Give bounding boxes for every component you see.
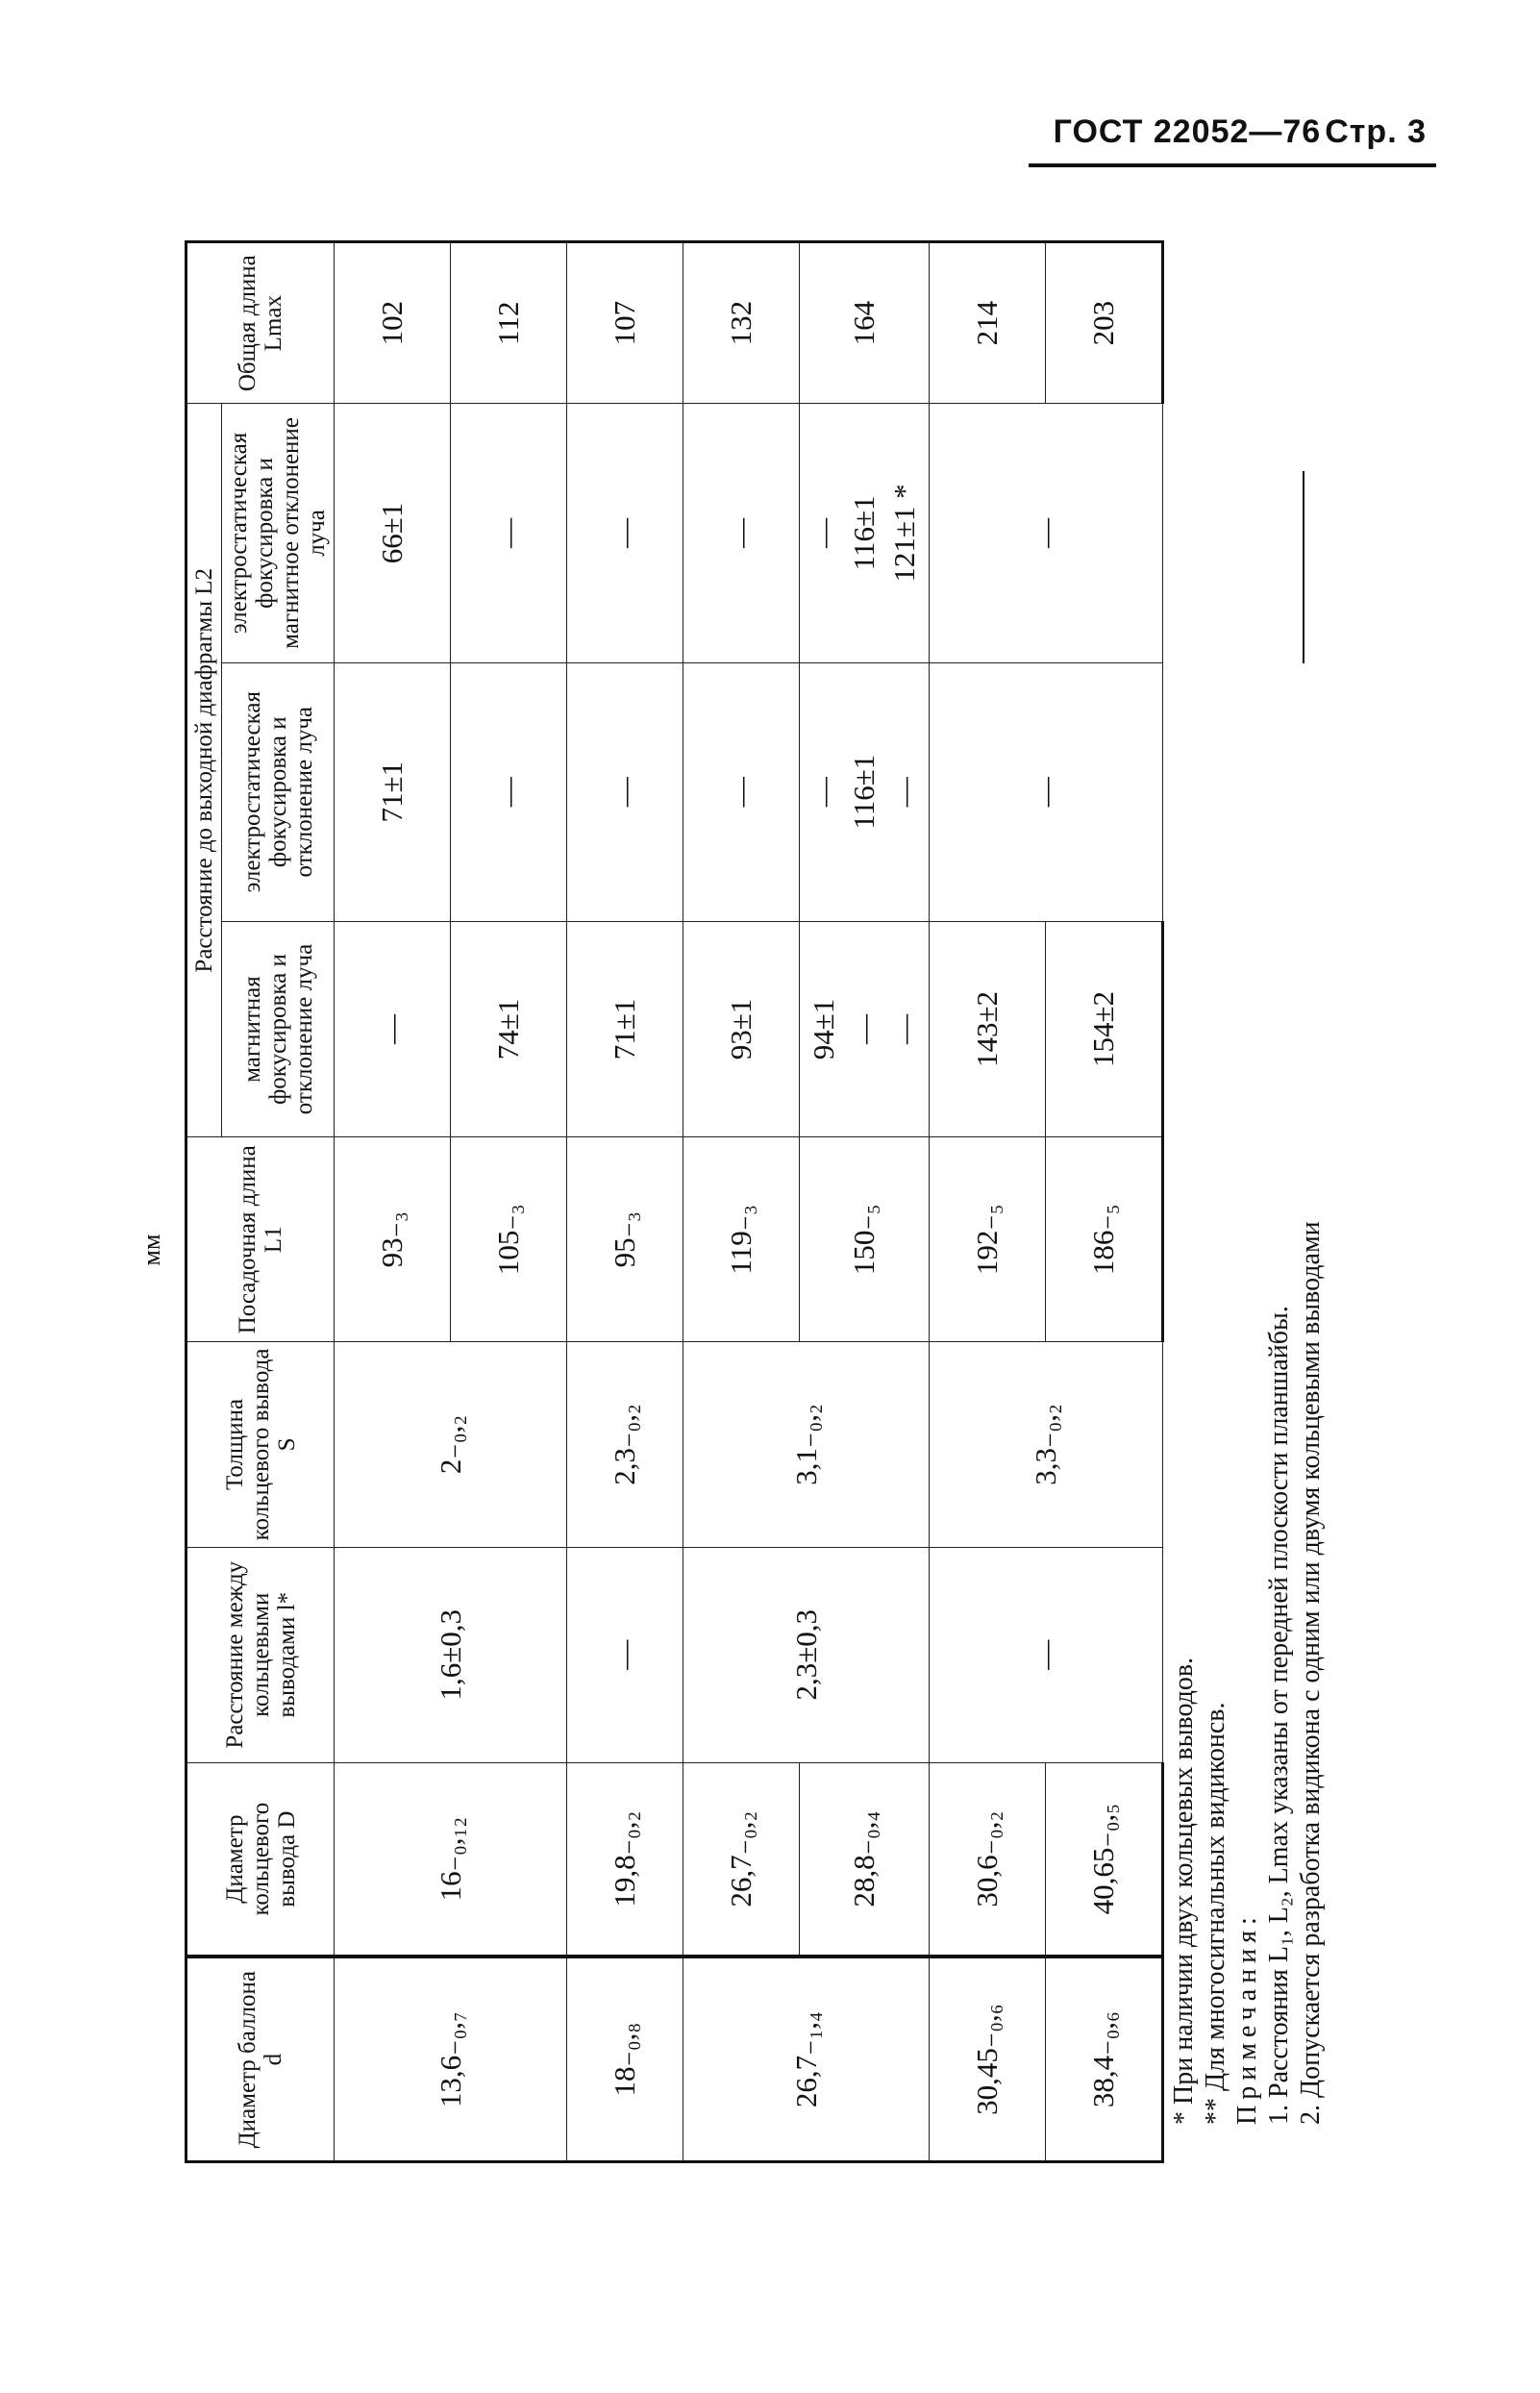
cell-L2-electrostatic-magnetic: —: [451, 404, 567, 662]
table-row: [567, 242, 683, 2162]
dimensions-table: [185, 240, 1164, 2163]
value-line: —: [807, 777, 840, 808]
footnote-2: ** Для многосигнальных видиконсв.: [1201, 1702, 1230, 2125]
cell-S: 2₋₀,₂: [335, 1342, 567, 1547]
value-line: —: [807, 517, 840, 548]
col-header-L2-magnetic: магнитная фокусировка и отклонение луча: [222, 921, 335, 1136]
table-row: [335, 242, 451, 2162]
cell-L2-electrostatic: —: [930, 662, 1163, 921]
col-header-L2-electrostatic-magnetic: электростатическая фокусировка и магнитное отклонение луча: [222, 404, 335, 662]
cell-L1: 186₋₅: [1046, 1137, 1163, 1342]
value-line: 94±1: [807, 998, 840, 1060]
cell-l: 2,3±0,3: [683, 1547, 930, 1762]
col-header-S: Толщина кольцевого вывода S: [186, 1342, 335, 1547]
col-header-L2-electrostatic: электростатическая фокусировка и отклонение луча: [222, 662, 335, 921]
cell-d: 26,7₋₁,₄: [683, 1957, 930, 2161]
cell-Lmax: 102: [335, 242, 451, 404]
cell-d: 13,6₋₀,₇: [335, 1957, 567, 2161]
cell-L1: 105₋₃: [451, 1137, 567, 1342]
cell-L2-magnetic: 93±1: [683, 921, 800, 1136]
cell-L2-electrostatic: [800, 662, 930, 921]
cell-L2-magnetic: 74±1: [451, 921, 567, 1136]
table-row: [683, 242, 800, 2162]
cell-l: —: [567, 1547, 683, 1762]
footnote-1: * При наличии двух кольцевых выводов.: [1169, 1657, 1199, 2125]
col-header-D: Диаметр кольцевого вывода D: [186, 1762, 335, 1957]
cell-L2-magnetic: 71±1: [567, 921, 683, 1136]
value-line: —: [887, 777, 921, 808]
cell-L1: 192₋₅: [930, 1137, 1046, 1342]
cell-d: 38,4₋₀,₆: [1046, 1957, 1163, 2161]
table-row: [800, 242, 930, 2162]
cell-S: 3,1₋₀,₂: [683, 1342, 930, 1547]
value-line: 116±1: [847, 754, 881, 830]
cell-L2-magnetic: 143±2: [930, 921, 1046, 1136]
value-line: 121±1 *: [887, 484, 921, 583]
col-header-Lmax: Общая длина Lmax: [186, 242, 335, 404]
col-header-d: Диаметр баллона d: [186, 1957, 335, 2161]
cell-D: 26,7₋₀,₂: [683, 1762, 800, 1957]
note-1: 1. Расстояния L₁, L₂, Lmax указаны от передней плоскости планшайбы.: [1264, 1306, 1294, 2125]
col-header-L2-group: Расстояние до выходной диафрагмы L2: [186, 404, 222, 1137]
cell-L2-magnetic: —: [335, 921, 451, 1136]
cell-D: 28,8₋₀,₄: [800, 1762, 930, 1957]
cell-Lmax: 164: [800, 242, 930, 404]
cell-L2-electrostatic: 71±1: [335, 662, 451, 921]
cell-Lmax: 132: [683, 242, 800, 404]
cell-L2-electrostatic: —: [451, 662, 567, 921]
rotated-content: [135, 212, 1461, 2163]
cell-L2-electrostatic-magnetic: —: [683, 404, 800, 662]
cell-S: 3,3₋₀,₂: [930, 1342, 1163, 1547]
cell-L1: 150₋₅: [800, 1137, 930, 1342]
standard-number: ГОСТ 22052—76: [1053, 113, 1322, 150]
cell-d: 30,45₋₀,₆: [930, 1957, 1046, 2161]
cell-Lmax: 203: [1046, 242, 1163, 404]
cell-D: 19,8₋₀,₂: [567, 1762, 683, 1957]
cell-L2-electrostatic-magnetic: —: [567, 404, 683, 662]
cell-Lmax: 112: [451, 242, 567, 404]
col-header-L1: Посадочная длина L1: [186, 1137, 335, 1342]
end-rule: [1303, 471, 1304, 663]
cell-Lmax: 214: [930, 242, 1046, 404]
cell-D: 40,65₋₀,₅: [1046, 1762, 1163, 1957]
page-number: Стр. 3: [1325, 113, 1427, 150]
cell-L1: 119₋₃: [683, 1137, 800, 1342]
col-header-l: Расстояние между кольцевыми выводами l*: [186, 1547, 335, 1762]
cell-L2-electrostatic-magnetic: [800, 404, 930, 662]
cell-L2-magnetic: [800, 921, 930, 1136]
page-header: [1054, 113, 1427, 151]
cell-d: 18₋₀,₈: [567, 1957, 683, 2161]
value-line: —: [887, 1014, 921, 1045]
cell-L1: 93₋₃: [335, 1137, 451, 1342]
cell-S: 2,3₋₀,₂: [567, 1342, 683, 1547]
cell-L1: 95₋₃: [567, 1137, 683, 1342]
table-row: [930, 242, 1046, 2162]
cell-l: 1,6±0,3: [335, 1547, 567, 1762]
cell-Lmax: 107: [567, 242, 683, 404]
notes-heading: Примечания:: [1232, 1911, 1262, 2125]
cell-L2-electrostatic-magnetic: —: [930, 404, 1163, 662]
value-line: —: [847, 1014, 881, 1045]
cell-L2-electrostatic-magnetic: 66±1: [335, 404, 451, 662]
cell-L2-magnetic: 154±2: [1046, 921, 1163, 1136]
value-line: 116±1: [847, 495, 881, 571]
note-2: 2. Допускается разработка видикона с одним или двумя кольцевыми выводами: [1296, 1221, 1326, 2125]
unit-label: мм: [137, 1234, 165, 1266]
header-rule: [1029, 163, 1436, 167]
cell-D: 16₋₀,₁₂: [335, 1762, 567, 1957]
cell-L2-electrostatic: —: [683, 662, 800, 921]
cell-l: —: [930, 1547, 1163, 1762]
cell-D: 30,6₋₀,₂: [930, 1762, 1046, 1957]
cell-L2-electrostatic: —: [567, 662, 683, 921]
